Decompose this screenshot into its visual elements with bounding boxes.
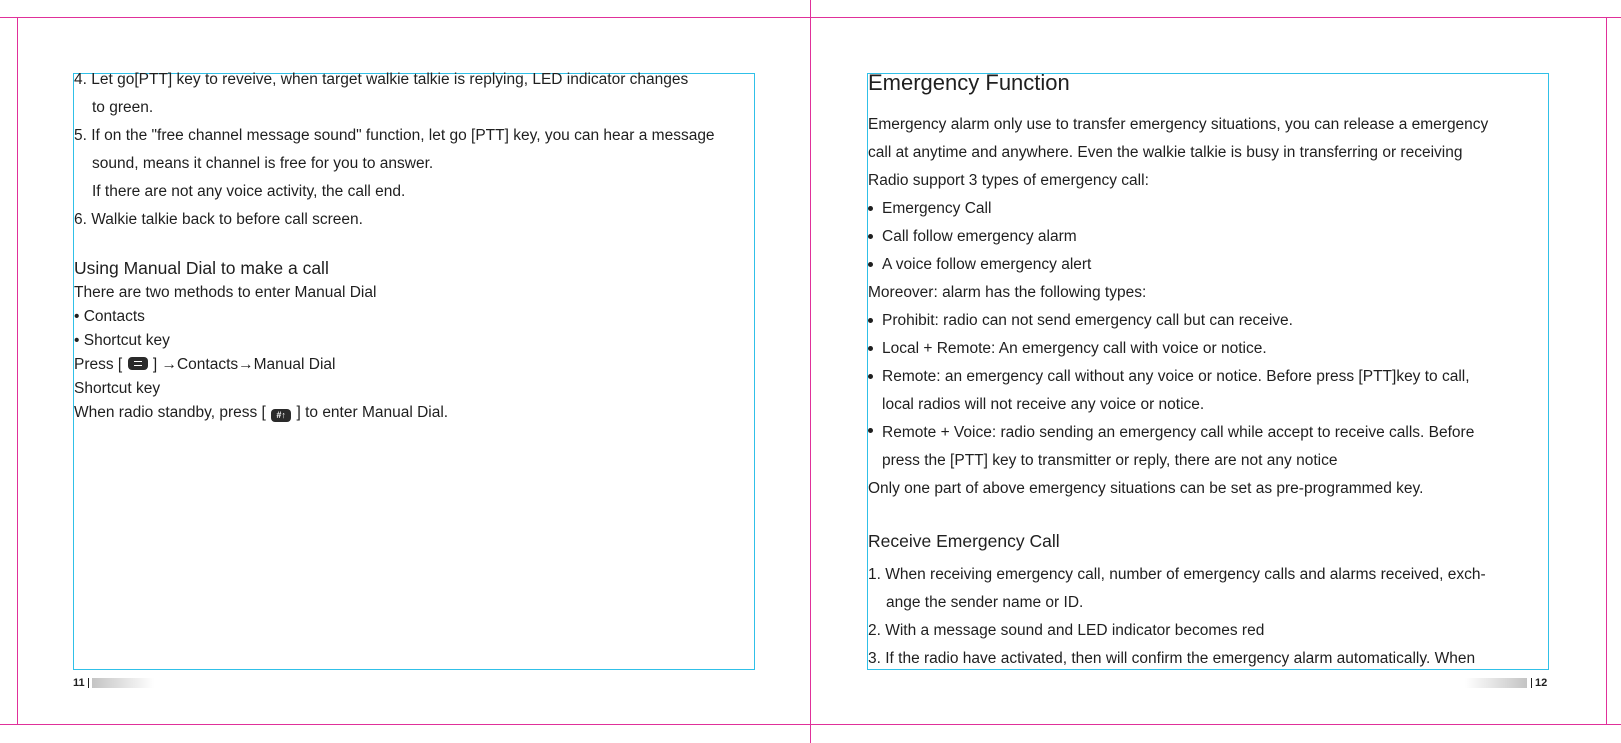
- receive-step-3: 3. If the radio have activated, then will confirm the emergency alarm automatically. When: [868, 650, 1476, 667]
- bullet-icon: [868, 234, 873, 239]
- standby-line: [74, 404, 448, 422]
- press-prefix: Press [: [74, 356, 123, 373]
- emergency-function-title: Emergency Function: [868, 70, 1070, 95]
- alarm-type-local-remote: Local + Remote: An emergency call with voice or notice.: [882, 340, 1267, 357]
- right-page-number: 12: [1535, 677, 1548, 689]
- intro-line-2: call at anytime and anywhere. Even the walkie talkie is busy in transferring or receiving: [868, 144, 1463, 161]
- hash-key-icon: #↑: [271, 409, 291, 422]
- standby-prefix: When radio standby, press [: [74, 404, 266, 421]
- manual-dial-intro: There are two methods to enter Manual Dial: [74, 284, 377, 301]
- trim-top-line: [0, 17, 1621, 18]
- left-page-number: 11: [73, 677, 85, 689]
- call-type-voice-alert: A voice follow emergency alert: [882, 256, 1092, 273]
- call-type-emergency: Emergency Call: [882, 200, 992, 217]
- alarm-type-remote-voice-continued: press the [PTT] key to transmitter or reply, there are not any notice: [882, 452, 1338, 469]
- step-5-note: If there are not any voice activity, the call end.: [92, 183, 406, 200]
- step-6-line: 6. Walkie talkie back to before call screen.: [74, 211, 363, 228]
- receive-step-1: 1. When receiving emergency call, number of emergency calls and alarms received, exch-: [868, 566, 1486, 583]
- receive-step-2: 2. With a message sound and LED indicator becomes red: [868, 622, 1265, 639]
- right-page-number-divider: [1531, 678, 1532, 688]
- left-footer-gradient: [92, 678, 154, 688]
- shortcut-label: Shortcut key: [74, 380, 161, 397]
- alarm-type-remote: Remote: an emergency call without any voice or notice. Before press [PTT]key to call,: [882, 368, 1470, 385]
- moreover-line: Moreover: alarm has the following types:: [868, 284, 1147, 301]
- bullet-icon: [868, 262, 873, 267]
- step-5-line: 5. If on the "free channel message sound" function, let go [PTT] key, you can hear a message: [74, 127, 715, 144]
- page-spine-line: [810, 0, 811, 743]
- press-contacts-line: [74, 356, 335, 374]
- alarm-type-remote-voice: Remote + Voice: radio sending an emergency call while accept to receive calls. Before: [882, 424, 1475, 441]
- intro-line-1: Emergency alarm only use to transfer emergency situations, you can release a emergency: [868, 116, 1489, 133]
- receive-emergency-heading: Receive Emergency Call: [868, 531, 1060, 551]
- step-4-line: 4. Let go[PTT] key to reveive, when target walkie talkie is replying, LED indicator changes: [74, 71, 689, 88]
- method-shortcut: • Shortcut key: [74, 332, 170, 349]
- alarm-type-prohibit: Prohibit: radio can not send emergency call but can receive.: [882, 312, 1293, 329]
- menu-key-icon: [128, 357, 148, 370]
- only-one-line: Only one part of above emergency situations can be set as pre-programmed key.: [868, 480, 1424, 497]
- receive-step-1-continued: ange the sender name or ID.: [886, 594, 1084, 611]
- step-5-continued: sound, means it channel is free for you to answer.: [92, 155, 434, 172]
- right-footer-gradient: [1465, 678, 1527, 688]
- intro-line-3: Radio support 3 types of emergency call:: [868, 172, 1149, 189]
- manual-dial-heading: Using Manual Dial to make a call: [74, 258, 329, 278]
- call-type-follow-alarm: Call follow emergency alarm: [882, 228, 1077, 245]
- bullet-icon: [868, 374, 873, 379]
- bullet-icon: [868, 346, 873, 351]
- press-suffix: ] →Contacts→Manual Dial: [152, 356, 336, 373]
- step-4-continued: to green.: [92, 99, 154, 116]
- trim-bottom-line: [0, 724, 1621, 725]
- bullet-icon: [868, 318, 873, 323]
- left-page-number-divider: [88, 678, 89, 688]
- alarm-type-remote-continued: local radios will not receive any voice or notice.: [882, 396, 1205, 413]
- standby-suffix: ] to enter Manual Dial.: [296, 404, 449, 421]
- method-contacts: • Contacts: [74, 308, 145, 325]
- bullet-icon: [868, 206, 873, 211]
- bullet-icon: [868, 428, 873, 433]
